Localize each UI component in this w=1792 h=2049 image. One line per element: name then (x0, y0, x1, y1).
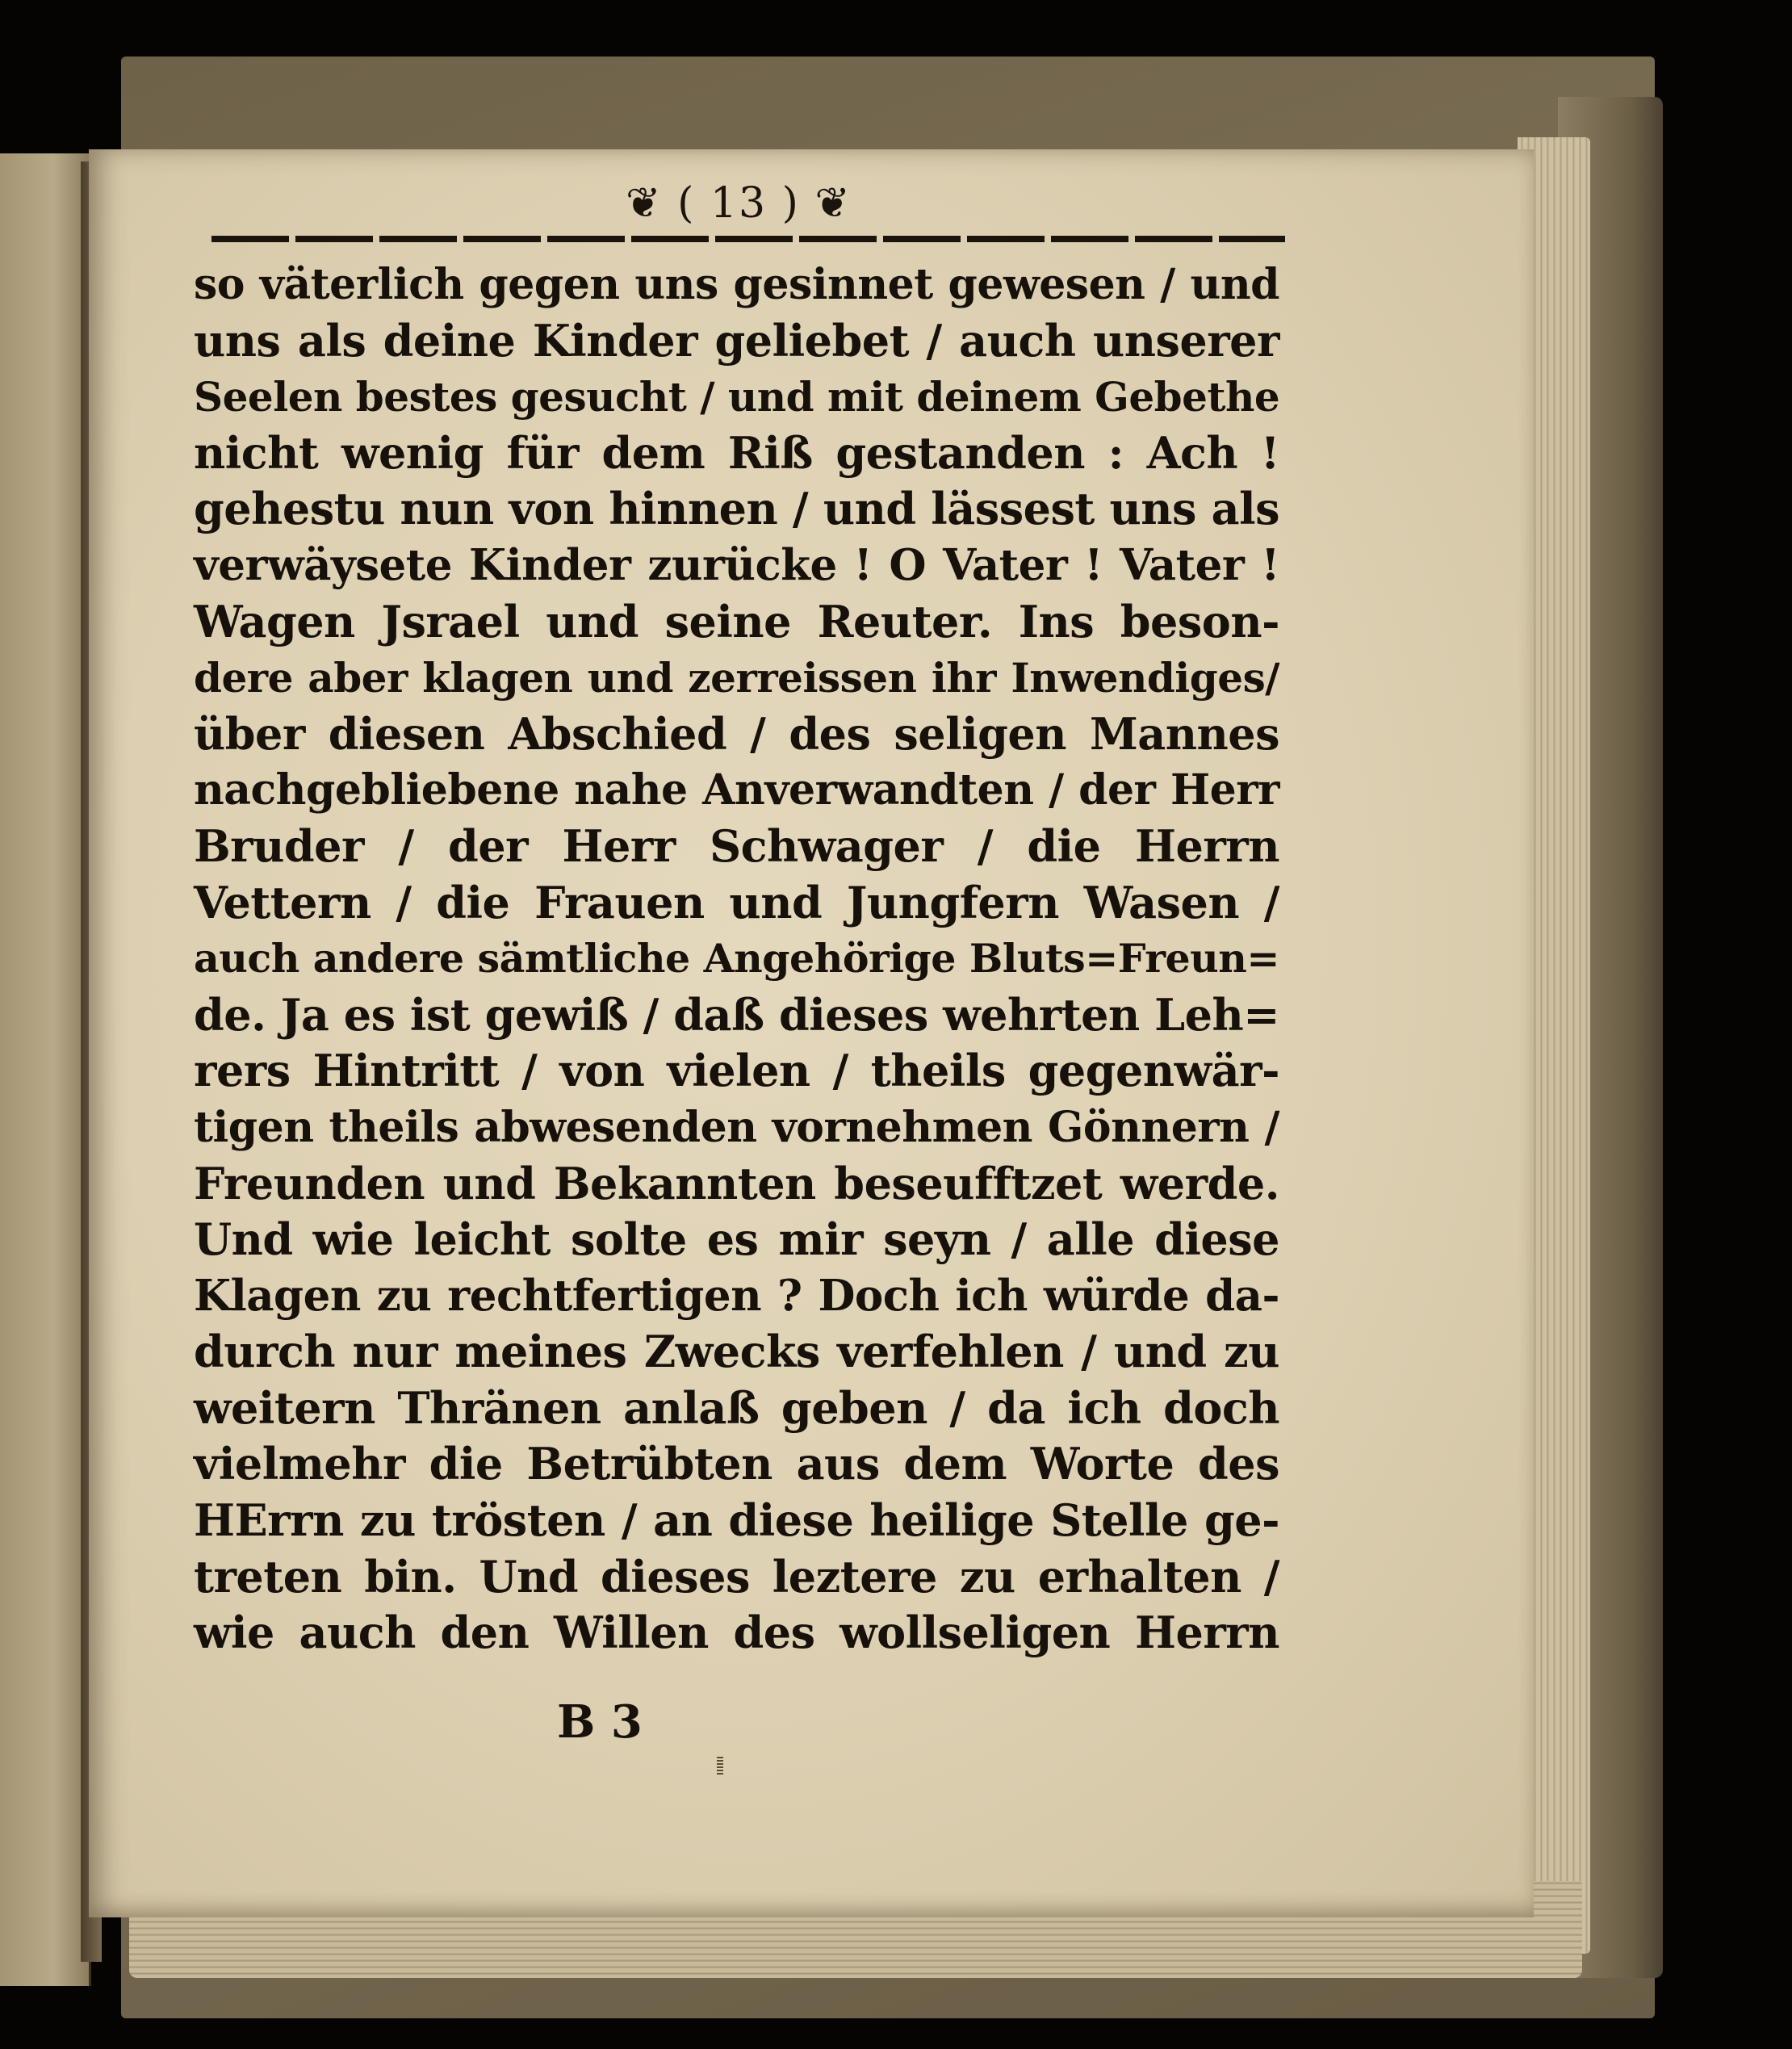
text-line: auch andere sämtliche Angehörige Bluts=Freun= (194, 935, 1279, 983)
text-line: Freunden und Bekannten beseufftzet werde. (194, 1157, 1279, 1209)
text-line: uns als deine Kinder geliebet / auch unserer (194, 314, 1279, 367)
text-line: so väterlich gegen uns gesinnet gewesen / und (194, 260, 1279, 309)
text-line: dere aber klagen und zerreissen ihr Inwendiges/ (194, 654, 1279, 702)
text-line: Klagen zu rechtfertigen ? Doch ich würde da- (194, 1270, 1279, 1321)
text-line: über diesen Abschied / des seligen Mannes (194, 707, 1279, 760)
page-number-header: ❦ ( 13 ) ❦ (626, 179, 852, 228)
ornament-mark (717, 1757, 723, 1775)
body-text (194, 257, 1279, 1661)
text-line: tigen theils abwesenden vornehmen Gönnern / (194, 1102, 1279, 1152)
text-line: nicht wenig für dem Riß gestanden : Ach ! (194, 426, 1279, 479)
text-line: Und wie leicht solte es mir seyn / alle diese (194, 1213, 1279, 1266)
text-line: rers Hintritt / von vielen / theils gegenwär- (194, 1045, 1279, 1097)
text-line: durch nur meines Zwecks verfehlen / und zu (194, 1326, 1279, 1378)
text-line: nachgebliebene nahe Anverwandten / der Herr (194, 765, 1279, 815)
signature-mark: B 3 (557, 1695, 643, 1749)
header-rule (211, 236, 1285, 242)
facing-page (0, 153, 91, 1986)
text-line: Bruder / der Herr Schwager / die Herrn (194, 819, 1279, 872)
text-line: treten bin. Und dieses leztere zu erhalten / (194, 1550, 1279, 1603)
text-line: wie auch den Willen des wollseligen Herrn (194, 1607, 1279, 1659)
text-line: Seelen bestes gesucht / und mit deinem Gebethe (194, 373, 1280, 421)
text-line: verwäysete Kinder zurücke ! O Vater ! Vater ! (194, 539, 1279, 590)
text-line: HErrn zu trösten / an diese heilige Stelle ge- (194, 1494, 1279, 1547)
text-line: de. Ja es ist gewiß / daß dieses wehrten Leh= (194, 988, 1279, 1041)
text-line: gehestu nun von hinnen / und lässest uns als (194, 483, 1279, 535)
text-line: weitern Thränen anlaß geben / da ich doch (194, 1381, 1279, 1434)
text-line: Vettern / die Frauen und Jungfern Wasen / (194, 876, 1279, 928)
text-line: vielmehr die Betrübten aus dem Worte des (194, 1438, 1279, 1490)
text-line: Wagen Jsrael und seine Reuter. Ins beson- (194, 595, 1279, 647)
